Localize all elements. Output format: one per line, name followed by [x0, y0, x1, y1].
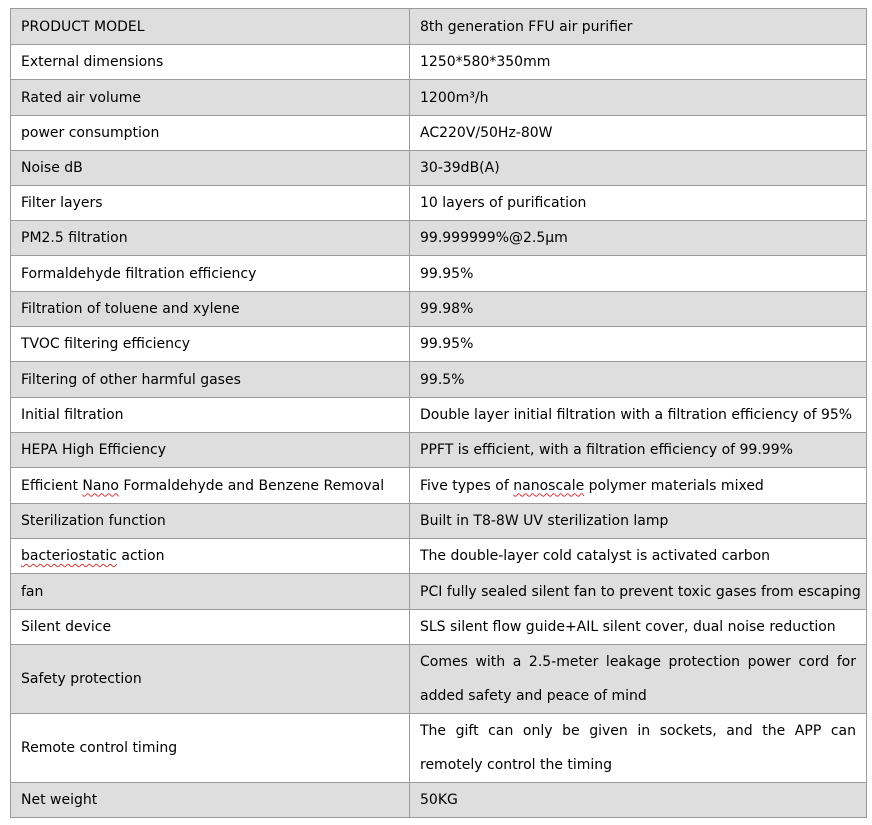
- table-row: [11, 714, 867, 783]
- value-text: polymer materials mixed: [584, 477, 764, 494]
- table-row: [11, 645, 867, 714]
- table-row: [11, 256, 867, 292]
- row-value: Double layer initial filtration with a filtration efficiency of 95%: [410, 398, 867, 433]
- row-label: Filter layers: [11, 186, 410, 221]
- row-label: Safety protection: [11, 645, 410, 714]
- row-label: fan: [11, 574, 410, 610]
- row-value: 50KG: [410, 783, 867, 818]
- row-label: Rated air volume: [11, 80, 410, 116]
- row-value: Comes with a 2.5-meter leakage protection power cord for added safety and peace of mind: [410, 645, 867, 714]
- row-value: 10 layers of purification: [410, 186, 867, 221]
- row-label: [11, 468, 410, 504]
- row-value: [410, 468, 867, 504]
- row-value: 30-39dB(A): [410, 151, 867, 186]
- row-label: [11, 539, 410, 574]
- row-value: The gift can only be given in sockets, and the APP can remotely control the timing: [410, 714, 867, 783]
- table-row: [11, 468, 867, 504]
- row-label: Filtration of toluene and xylene: [11, 292, 410, 327]
- row-label: PM2.5 filtration: [11, 221, 410, 256]
- spellcheck-flagged-word: bacteriostatic: [21, 548, 117, 564]
- label-text: action: [116, 548, 165, 564]
- table-row: [11, 9, 867, 45]
- row-label: Net weight: [11, 783, 410, 818]
- table-row: [11, 362, 867, 398]
- row-value: 1250*580*350mm: [410, 45, 867, 80]
- row-label: HEPA High Efficiency: [11, 433, 410, 468]
- spellcheck-flagged-word: Nano: [82, 477, 119, 494]
- row-value: 99.999999%@2.5μm: [410, 221, 867, 256]
- row-label: Sterilization function: [11, 504, 410, 539]
- table-row: [11, 504, 867, 539]
- row-value: 99.95%: [410, 256, 867, 292]
- table-row: [11, 539, 867, 574]
- table-row: [11, 45, 867, 80]
- row-value: PCI fully sealed silent fan to prevent toxic gases from escaping: [410, 574, 867, 610]
- row-label: Noise dB: [11, 151, 410, 186]
- table-row: [11, 783, 867, 818]
- table-row: [11, 151, 867, 186]
- row-value: 99.98%: [410, 292, 867, 327]
- table-row: [11, 574, 867, 610]
- row-label: power consumption: [11, 116, 410, 151]
- table-row: [11, 610, 867, 645]
- value-text: Five types of: [420, 477, 514, 494]
- table-row: [11, 433, 867, 468]
- table-row: [11, 186, 867, 221]
- row-value: PPFT is efficient, with a filtration efficiency of 99.99%: [410, 433, 867, 468]
- spellcheck-flagged-word: nanoscale: [513, 477, 585, 494]
- label-text: Efficient: [21, 477, 83, 494]
- table-row: [11, 116, 867, 151]
- row-value: SLS silent flow guide+AIL silent cover, dual noise reduction: [410, 610, 867, 645]
- row-label: Filtering of other harmful gases: [11, 362, 410, 398]
- row-label: Silent device: [11, 610, 410, 645]
- row-label: Initial filtration: [11, 398, 410, 433]
- row-value: AC220V/50Hz-80W: [410, 116, 867, 151]
- table-row: [11, 327, 867, 362]
- row-label: Formaldehyde filtration efficiency: [11, 256, 410, 292]
- table-row: [11, 398, 867, 433]
- row-value: Built in T8-8W UV sterilization lamp: [410, 504, 867, 539]
- row-value: 99.5%: [410, 362, 867, 398]
- spec-table: [10, 8, 867, 818]
- label-text: Formaldehyde and Benzene Removal: [118, 477, 385, 494]
- row-value: 99.95%: [410, 327, 867, 362]
- row-label: Remote control timing: [11, 714, 410, 783]
- row-value: 1200m³/h: [410, 80, 867, 116]
- row-label: TVOC filtering efficiency: [11, 327, 410, 362]
- row-label: External dimensions: [11, 45, 410, 80]
- table-row: [11, 80, 867, 116]
- row-label: PRODUCT MODEL: [11, 9, 410, 45]
- table-row: [11, 292, 867, 327]
- table-row: [11, 221, 867, 256]
- row-value: 8th generation FFU air purifier: [410, 9, 867, 45]
- row-value: The double-layer cold catalyst is activated carbon: [410, 539, 867, 574]
